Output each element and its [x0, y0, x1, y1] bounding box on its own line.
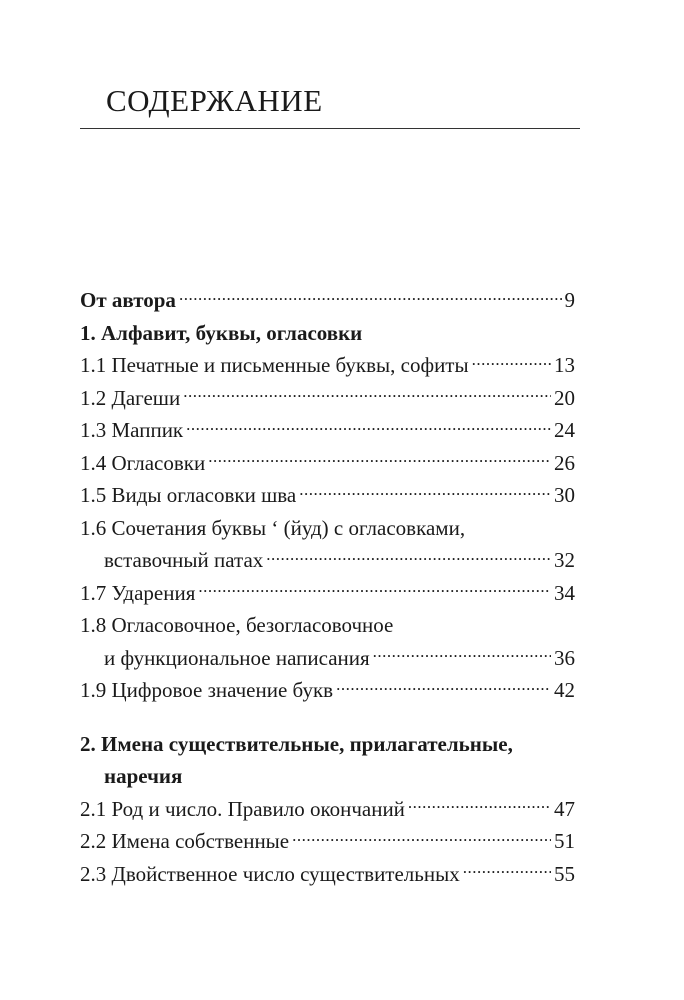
- dot-leader: [186, 416, 551, 437]
- toc-page-number: 32: [554, 548, 575, 572]
- toc-page-number: 24: [554, 418, 575, 442]
- toc-entry-2-3[interactable]: [80, 858, 575, 891]
- toc-entry-number: 1.6: [80, 515, 107, 540]
- toc-entry-label: Род и число. Правило окончаний: [111, 796, 405, 821]
- dot-leader: [336, 676, 551, 697]
- chapter-heading-1[interactable]: [80, 317, 575, 350]
- toc-entry-label: Ударения: [111, 580, 196, 605]
- toc-entry-number: 1.3: [80, 418, 107, 442]
- dot-leader: [183, 384, 551, 405]
- chapter-heading-2[interactable]: [80, 728, 575, 793]
- toc-entry-label: Маппик: [111, 418, 184, 442]
- toc-entry-label: Огласовочное, безогласовочное: [111, 613, 394, 637]
- toc-entry-2-2[interactable]: [80, 825, 575, 858]
- toc-entry-label: Виды огласовки шва: [111, 483, 297, 507]
- toc-entry-number: 2.2: [80, 829, 107, 853]
- dot-leader: [198, 579, 551, 600]
- title-divider: [80, 128, 580, 129]
- toc-entry-number: 1.9: [80, 678, 107, 702]
- toc-entry-number: 1.5: [80, 483, 107, 507]
- dot-leader: [208, 449, 551, 470]
- toc-entry-number: 1.7: [80, 580, 107, 605]
- toc-entry-label: Дагеши: [111, 385, 181, 410]
- toc-entry-number: 1.8: [80, 613, 107, 637]
- toc-entry-1-3[interactable]: [80, 414, 575, 447]
- table-of-contents: [80, 284, 575, 890]
- toc-entry-label: Имена собственные: [111, 829, 290, 853]
- toc-entry-number: 1.2: [80, 385, 107, 410]
- toc-entry-number: 1.4: [80, 450, 107, 475]
- toc-page-number: 42: [554, 678, 575, 702]
- toc-page-number: 13: [554, 353, 575, 377]
- chapter-title: 1. Алфавит, буквы, огласовки: [80, 320, 363, 345]
- toc-entry-label: Цифровое значение букв: [111, 678, 334, 702]
- dot-leader: [373, 644, 551, 665]
- toc-entry-preface[interactable]: [80, 284, 575, 317]
- toc-page-number: 36: [554, 645, 575, 670]
- toc-entry-label: Огласовки: [111, 450, 206, 475]
- toc-entry-number: 2.1: [80, 796, 107, 821]
- toc-entry-1-5[interactable]: [80, 479, 575, 512]
- dot-leader: [463, 860, 551, 881]
- toc-entry-1-4[interactable]: [80, 447, 575, 480]
- dot-leader: [299, 481, 551, 502]
- toc-entry-1-2[interactable]: [80, 382, 575, 415]
- toc-page-number: 9: [564, 288, 575, 312]
- toc-page-number: 55: [554, 861, 575, 886]
- dot-leader: [472, 351, 551, 372]
- toc-entry-label: Двойственное число существительных: [111, 861, 460, 886]
- toc-entry-1-8[interactable]: [80, 609, 575, 674]
- toc-page-number: 20: [554, 385, 575, 410]
- dot-leader: [179, 286, 562, 307]
- toc-entry-label-continued: и функциональное написания: [104, 645, 370, 670]
- toc-entry-1-7[interactable]: [80, 577, 575, 610]
- toc-entry-1-9[interactable]: [80, 674, 575, 707]
- toc-entry-label: Сочетания буквы ‘ (йуд) с огласовками,: [111, 515, 466, 540]
- toc-page-number: 34: [554, 580, 575, 605]
- toc-entry-label: От автора: [80, 288, 176, 312]
- toc-page-number: 26: [554, 450, 575, 475]
- toc-entry-number: 2.3: [80, 861, 107, 886]
- page-title: СОДЕРЖАНИЕ: [106, 83, 323, 118]
- dot-leader: [292, 827, 551, 848]
- chapter-title-continued: наречия: [104, 764, 183, 788]
- toc-entry-1-6[interactable]: [80, 512, 575, 577]
- toc-entry-number: 1.1: [80, 353, 107, 377]
- toc-entry-1-1[interactable]: [80, 349, 575, 382]
- toc-page-number: 30: [554, 483, 575, 507]
- dot-leader: [266, 546, 551, 567]
- dot-leader: [408, 795, 551, 816]
- toc-entry-2-1[interactable]: [80, 793, 575, 826]
- toc-entry-label: Печатные и письменные буквы, софиты: [111, 353, 469, 377]
- toc-entry-label-continued: вставочный патах: [104, 548, 264, 572]
- chapter-title: 2. Имена существительные, прилагательные,: [80, 731, 513, 756]
- toc-page-number: 51: [554, 829, 575, 853]
- toc-page-number: 47: [554, 796, 575, 821]
- section-spacer: [80, 707, 575, 728]
